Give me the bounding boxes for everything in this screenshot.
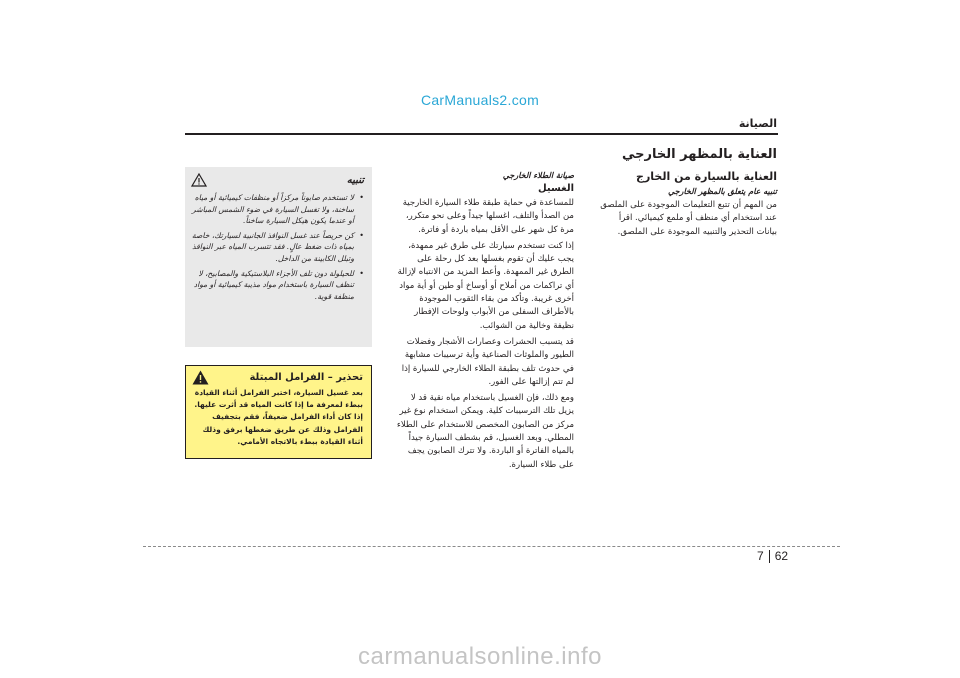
bullet-icon: •	[359, 268, 364, 278]
exterior-care-heading: العناية بالسيارة من الخارج	[636, 170, 777, 183]
bullet-icon: •	[359, 193, 364, 202]
warning-text: بعد غسيل السيارة، اختبر الفرامل أثناء القيادة ببطء لمعرفة ما إذا كانت المياه قد أثرت عليها. إذا كان أداء الفرامل ضعيفاً، فقم بتجفيف الفرامل وذلك عن طريق ضغطها برفق وذلك أثناء القيادة ببطء بالاتجاه الأمامي.	[194, 388, 363, 446]
footer-divider	[143, 546, 840, 547]
caution-triangle-icon	[191, 173, 207, 187]
notice-item	[191, 192, 364, 227]
notice-list	[191, 192, 364, 302]
washing-paragraph: ومع ذلك، فإن الغسيل باستخدام مياه نقية قد لا يزيل تلك الترسيبات كلية. ويمكن استخدام نوع غير مركز من الصابون المخصص للاستخدام على الطلاء المطلي. وبعد الغسيل، قم بشطف السيارة جيداً بالمياه الفاترة أو الباردة. ولا تترك الصابون يجف على طلاء السيارة.	[396, 393, 574, 470]
notice-item-text: للحيلولة دون تلف الأجزاء البلاستيكية والمصابيح، لا تنظف السيارة باستخدام مواد مذيبة كيميائية أو مواد منظفة قوية.	[193, 268, 354, 301]
chapter-number: 7	[757, 549, 764, 563]
notice-title: تنبيه	[346, 174, 364, 186]
page-number-separator	[769, 550, 770, 563]
bullet-icon: •	[359, 230, 364, 240]
general-caution-subheading: تنبيه عام يتعلق بالمظهر الخارجي	[667, 187, 777, 196]
notice-item	[191, 230, 364, 265]
washing-heading: الغسيل	[537, 183, 574, 194]
warning-title: تحذير – الفرامل المبتلة	[249, 372, 363, 383]
notice-box	[185, 167, 372, 347]
section-title: الصيانة	[738, 117, 777, 130]
right-column	[599, 170, 777, 239]
paint-care-subheading: صيانة الطلاء الخارجي	[502, 171, 574, 180]
middle-column	[396, 170, 574, 475]
washing-paragraph: إذا كنت تستخدم سيارتك على طرق غير ممهدة، يجب عليك أن تقوم بغسلها بعد كل رحلة على الطرق غير الممهدة. وأعط المزيد من الانتباه لإزالة أي تراكمات من أملاح أو أوساخ أو طين أو أية مواد أخرى غريبة. وتأكد من بقاء الثقوب الموجودة بالأطراف السفلى من الأبواب ولوحات الإفطار نظيفة وخالية من الشوائب.	[397, 240, 574, 331]
notice-item-text: لا تستخدم صابوناً مركزاً أو منظفات كيميائية أو مياه ساخنة، ولا تغسل السيارة في ضوء الشمس المباشر أو عندما يكون هيكل السيارة ساخناً.	[192, 193, 354, 226]
notice-header	[191, 173, 364, 187]
page-title: العناية بالمظهر الخارجي	[622, 147, 777, 162]
notice-item	[191, 268, 364, 303]
watermark-carmanuals2: CarManuals2.com	[420, 92, 540, 108]
header-divider	[185, 133, 778, 135]
page-number-value: 62	[774, 549, 789, 563]
warning-triangle-icon	[192, 370, 209, 385]
page-number	[757, 549, 788, 563]
washing-paragraph: قد يتسبب الحشرات وعصارات الأشجار وفضلات الطيور والملوثات الصناعية وأية ترسيبات مشابهة في حدوث تلف بطبقة الطلاء الخارجي للسيارة إذا لم تتم إزالتها على الفور.	[401, 336, 574, 387]
warning-header	[192, 370, 363, 385]
notice-item-text: كن حريصاً عند غسل النوافذ الجانبية لسيارتك، خاصة بمياه ذات ضغط عالٍ. فقد تتسرب المياه عبر النوافذ وتبلل الكابينة من الداخل.	[191, 230, 354, 263]
washing-paragraph: للمساعدة في حماية طبقة طلاء السيارة الخارجية من الصدأ والتلف، اغسلها جيداً وعلى نحو متكرر، مرة كل شهر على الأقل بمياه باردة أو فاترة.	[402, 198, 574, 235]
general-caution-body: من المهم أن تتبع التعليمات الموجودة على الملصق عند استخدام أي منظف أو ملمع كيميائي. اقرأ بيانات التحذير والتنبيه الموجودة على الملصق.	[600, 200, 777, 237]
watermark-carmanualsonline: carmanualsonline.info	[358, 643, 602, 670]
warning-box	[185, 365, 372, 459]
